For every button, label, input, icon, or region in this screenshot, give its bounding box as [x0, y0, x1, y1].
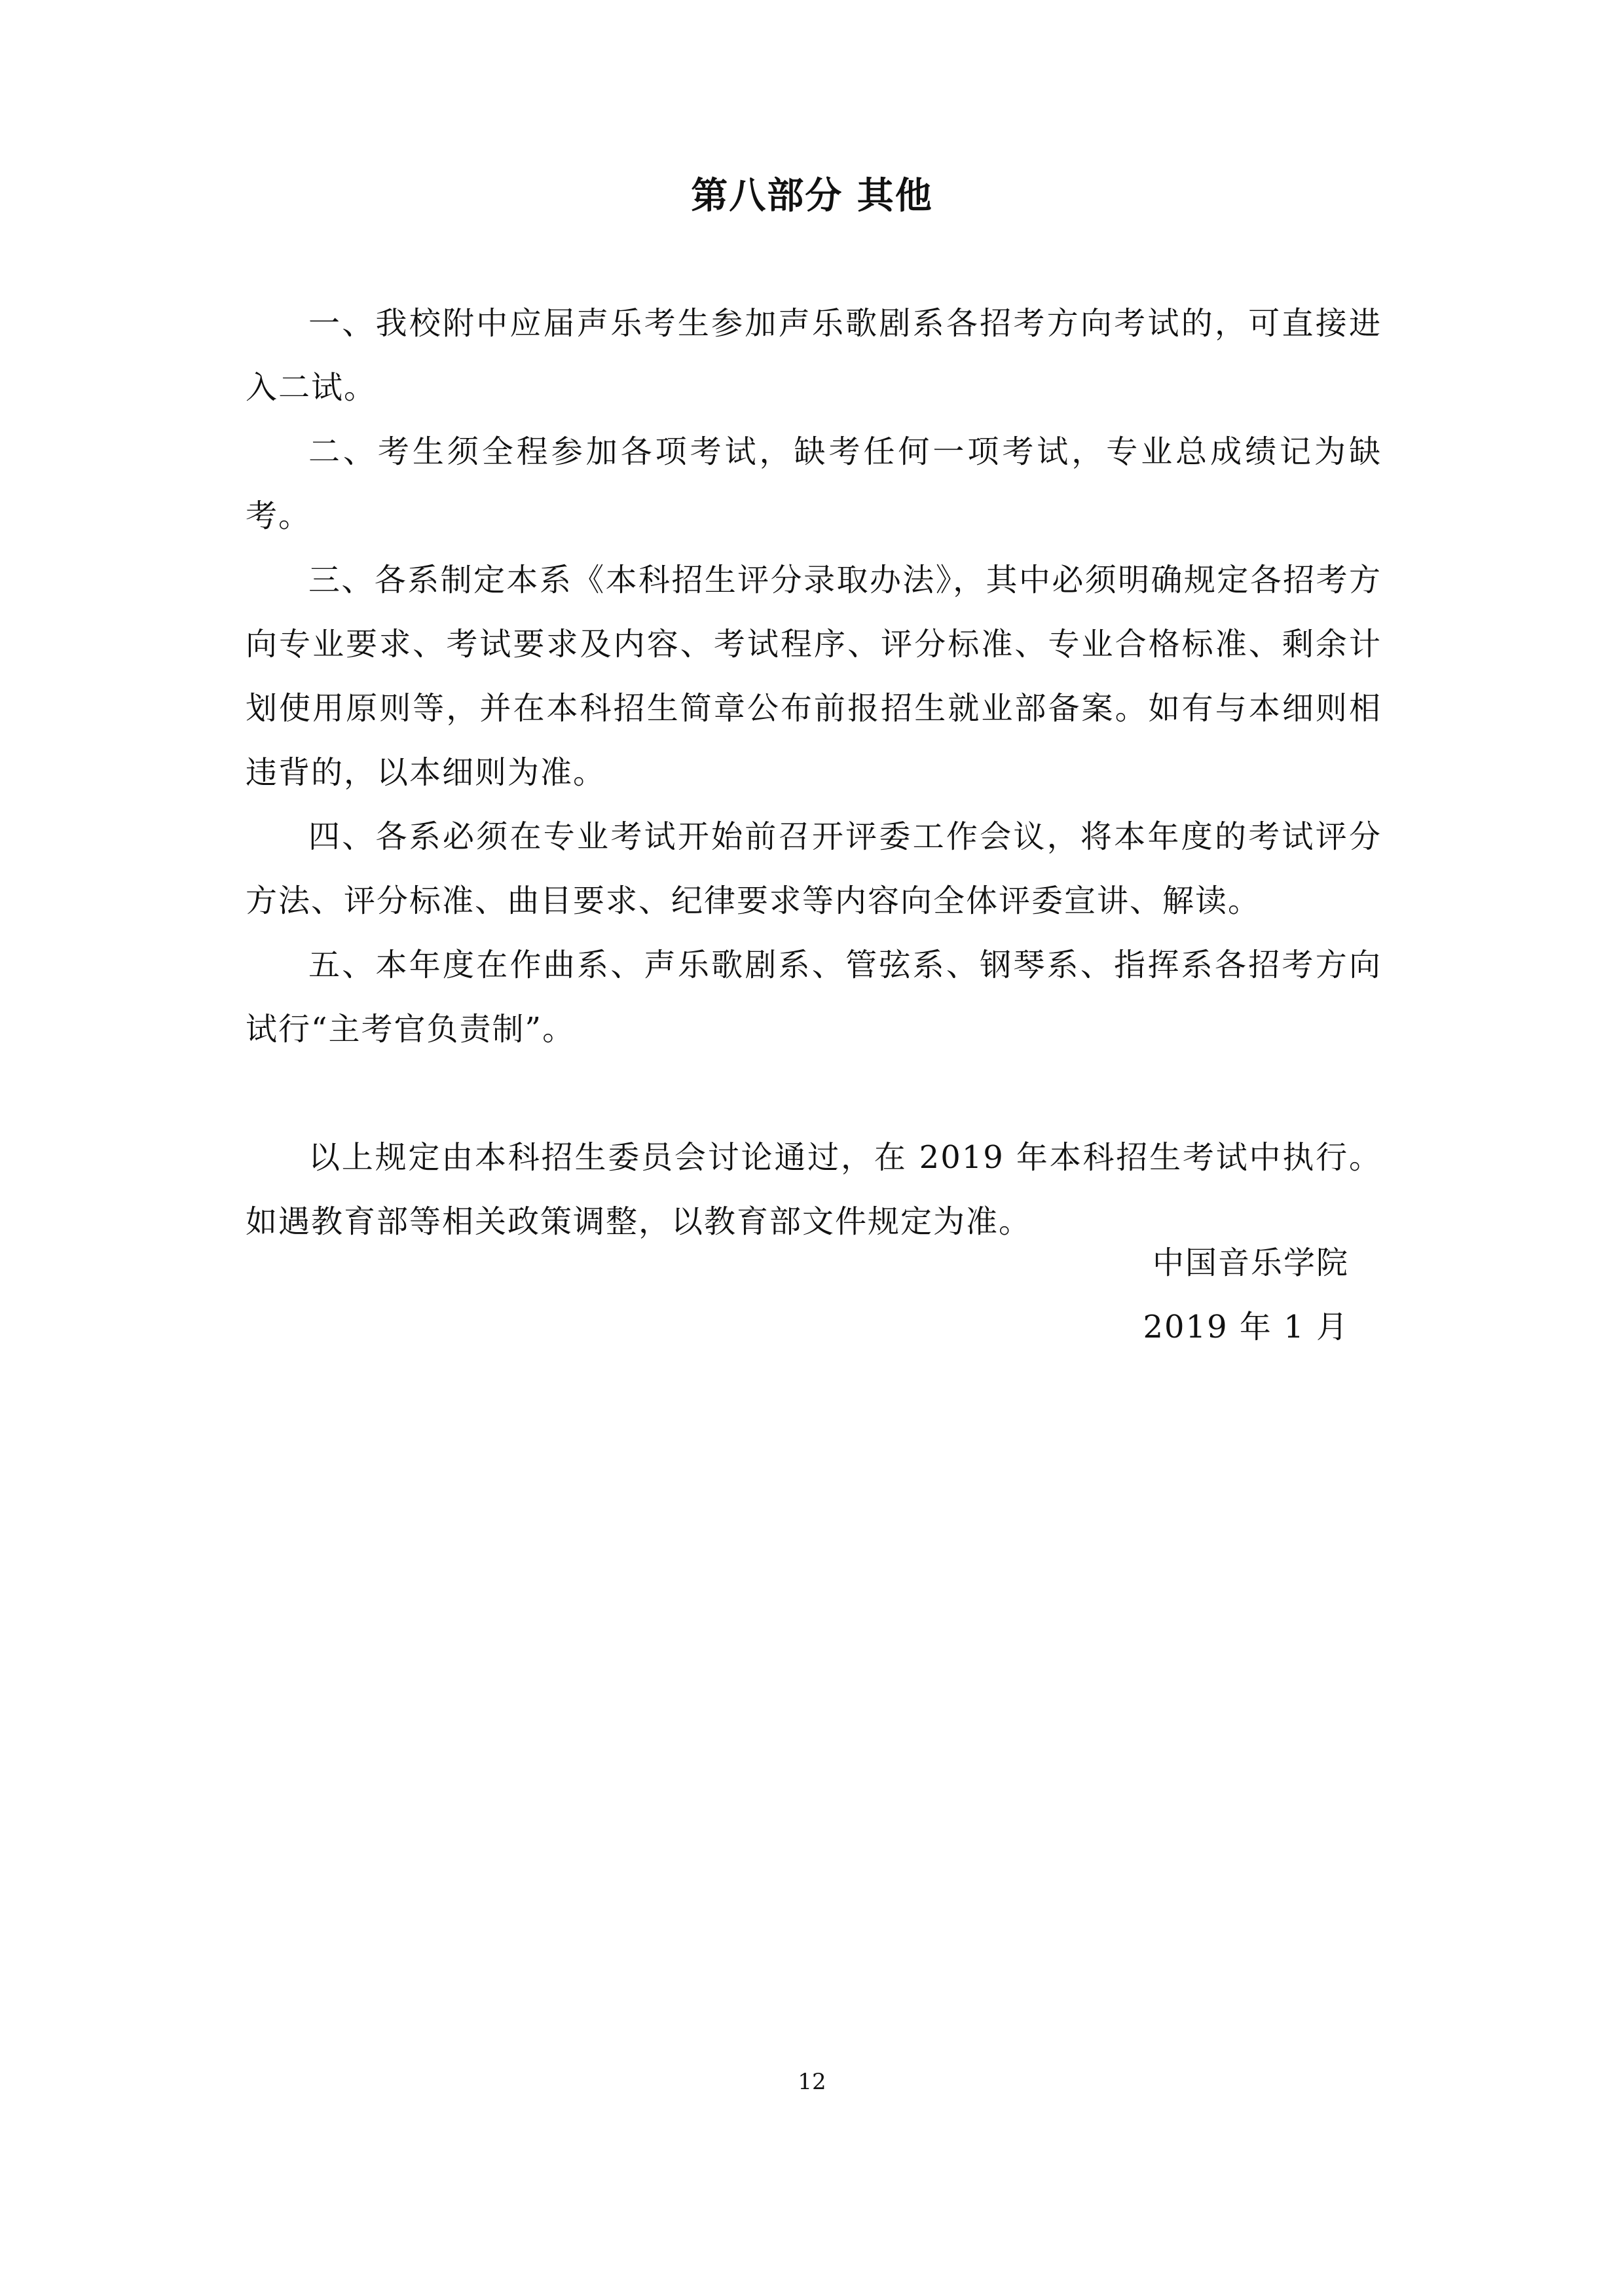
paragraph-4: 四、各系必须在专业考试开始前召开评委工作会议，将本年度的考试评分方法、评分标准、曲目要求、纪律要求等内容向全体评委宣讲、解读。: [246, 818, 1382, 919]
signature-date: 2019 年 1 月: [1143, 1309, 1349, 1345]
page-number: 12: [798, 2069, 826, 2095]
paragraph-2: 二、考生须全程参加各项考试，缺考任何一项考试，专业总成绩记为缺考。: [246, 433, 1382, 534]
paragraph-5: 五、本年度在作曲系、声乐歌剧系、管弦系、钢琴系、指挥系各招考方向试行“主考官负责制”。: [246, 947, 1382, 1048]
paragraph-gap: [246, 1061, 1382, 1125]
paragraph-1: 一、我校附中应届声乐考生参加声乐歌剧系各招考方向考试的，可直接进入二试。: [246, 305, 1382, 406]
page-title: 第八部分 其他: [691, 175, 933, 217]
signature-block: [1143, 1231, 1349, 1359]
document-body: [246, 291, 1382, 1254]
signature-organization: 中国音乐学院: [1152, 1245, 1349, 1281]
paragraph-3: 三、各系制定本系《本科招生评分录取办法》，其中必须明确规定各招考方向专业要求、考试要求及内容、考试程序、评分标准、专业合格标准、剩余计划使用原则等，并在本科招生简章公布前报招生就业部备案。如有与本细则相违背的，以本细则为准。: [246, 562, 1382, 791]
closing-paragraph: 以上规定由本科招生委员会讨论通过，在 2019 年本科招生考试中执行。如遇教育部等相关政策调整，以教育部文件规定为准。: [246, 1139, 1382, 1240]
